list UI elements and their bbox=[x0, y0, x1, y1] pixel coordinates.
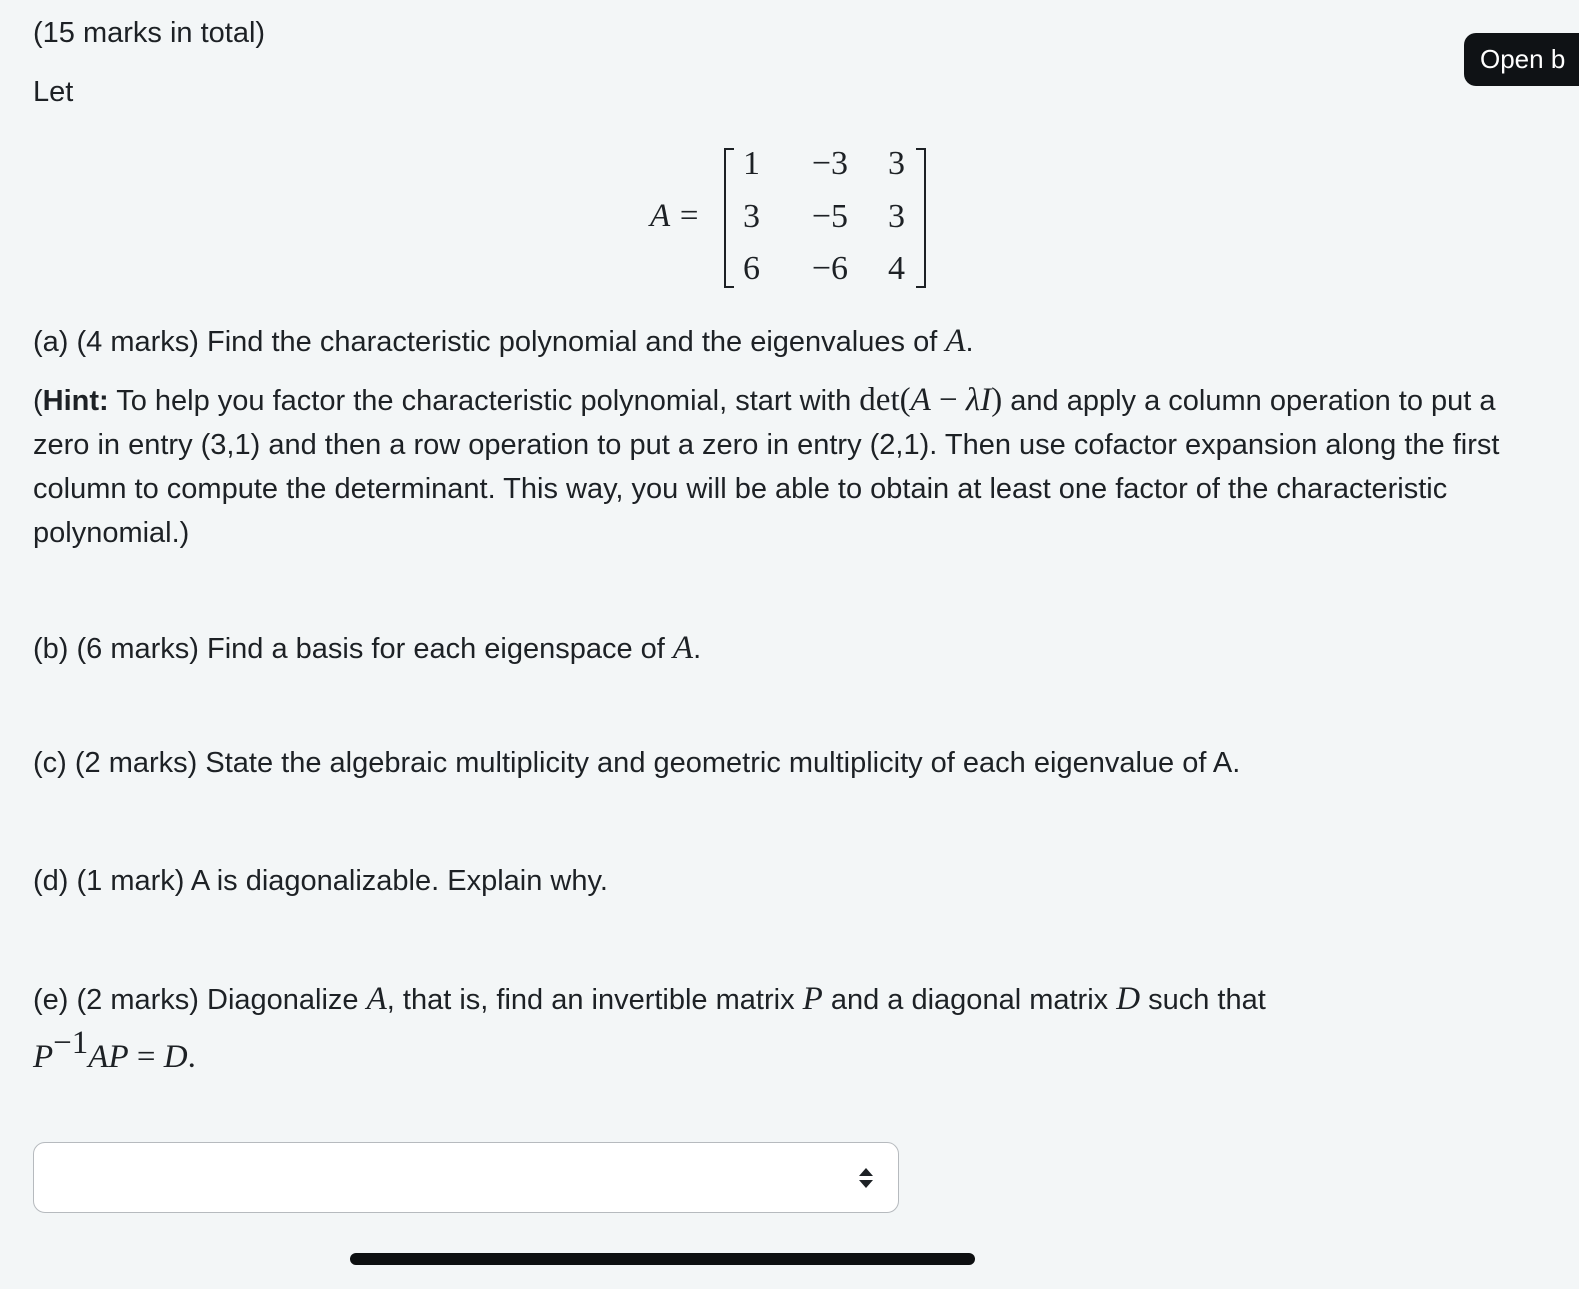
matrix-label bbox=[650, 197, 700, 235]
question-total-marks: (15 marks in total) bbox=[33, 17, 266, 49]
matrix-bracket-right bbox=[916, 148, 926, 288]
part-c-text: (c) (2 marks) State the algebraic multiplicity and geometric multiplicity of each eigenvalue of A. bbox=[33, 747, 1241, 779]
intro-text: Let bbox=[33, 76, 74, 108]
matrix-cell: 4 bbox=[888, 250, 905, 287]
answer-select[interactable] bbox=[33, 1142, 899, 1213]
matrix-cell: −3 bbox=[811, 145, 848, 182]
open-book-button[interactable]: Open b bbox=[1464, 33, 1579, 86]
matrix-cell: 1 bbox=[743, 145, 760, 182]
hint-label: Hint: bbox=[42, 385, 109, 417]
matrix-cell: 3 bbox=[888, 145, 905, 182]
matrix-cell: 3 bbox=[743, 198, 760, 235]
matrix-cell: 3 bbox=[888, 198, 905, 235]
part-a-text: (a) (4 marks) Find the characteristic polynomial and the eigenvalues of A. bbox=[33, 323, 974, 359]
sort-arrows-icon bbox=[858, 1165, 874, 1189]
part-b-text: (b) (6 marks) Find a basis for each eigenspace of A. bbox=[33, 630, 702, 666]
matrix-cell: −6 bbox=[811, 250, 848, 287]
hint-paragraph: (Hint: To help you factor the characteristic polynomial, start with det(A − λI) and apply a column operation to put a zero in entry (3,1) and then a row operation to put a zero in entry (2,1). Then use cofactor expansion along the first column to compute the determinant. This way, you will be able to obtain at least one factor of the characteristic polynomial.) bbox=[33, 382, 1500, 549]
part-e-equation: $P^{-1}AP = D$. bbox=[33, 1025, 196, 1075]
home-indicator-bar[interactable] bbox=[350, 1253, 975, 1265]
matrix-cell: 6 bbox=[743, 250, 760, 287]
part-d-text: (d) (1 mark) A is diagonalizable. Explain why. bbox=[33, 865, 608, 897]
part-e-text: (e) (2 marks) Diagonalize A, that is, find an invertible matrix P and a diagonal matrix D such that bbox=[33, 981, 1266, 1017]
matrix-cell: −5 bbox=[811, 198, 848, 235]
matrix-symbol: A = bbox=[650, 198, 701, 234]
